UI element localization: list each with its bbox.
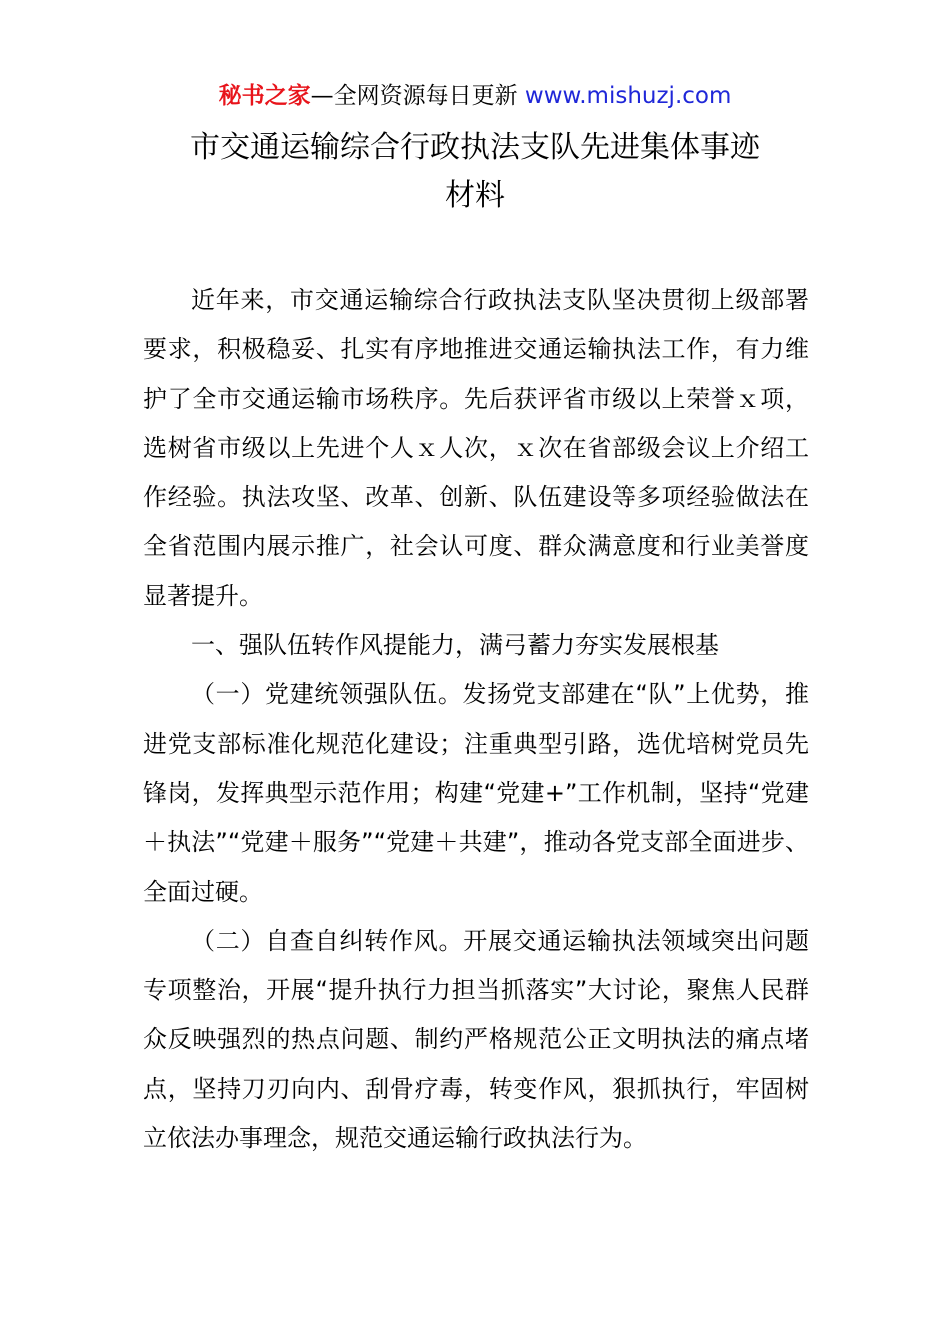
section-1-heading: 一、强队伍转作风提能力，满弓蓄力夯实发展根基	[191, 631, 719, 660]
intro-paragraph: 近年来，市交通运输综合行政执法支队坚决贯彻上级部署要求，积极稳妥、扎实有序地推进交通运输执法工作，有力维护了全市交通运输市场秩序。先后获评省市级以上荣誉ｘ项，选树省市级以上先进个人ｘ人次，ｘ次在省部级会议上介绍工作经验。执法攻坚、改革、创新、队伍建设等多项经验做法在全省范围内展示推广，社会认可度、群众满意度和行业美誉度显著提升。	[143, 286, 809, 610]
site-banner	[0, 80, 950, 112]
title-line-1: 市交通运输综合行政执法支队先进集体事迹	[190, 130, 760, 165]
site-url-link[interactable]: www.mishuzj.com	[524, 83, 732, 109]
document-title	[0, 124, 950, 220]
subsection-1-paragraph: （一）党建统领强队伍。发扬党支部建在“队”上优势，推进党支部标准化规范化建设；注重典型引路，选优培树党员先锋岗，发挥典型示范作用；构建“党建+”工作机制，坚持“党建＋执法”“党建＋服务”“党建＋共建”，推动各党支部全面进步、全面过硬。	[143, 680, 809, 906]
banner-tagline: —全网资源每日更新	[310, 83, 525, 109]
title-line-2: 材料	[445, 178, 505, 213]
document-body	[143, 276, 809, 1163]
brand-name: 秘书之家	[218, 83, 311, 109]
subsection-2-paragraph: （二）自查自纠转作风。开展交通运输执法领域突出问题专项整治，开展“提升执行力担当抓落实”大讨论，聚焦人民群众反映强烈的热点问题、制约严格规范公正文明执法的痛点堵点，坚持刀刃向内、刮骨疗毒，转变作风，狠抓执行，牢固树立依法办事理念，规范交通运输行政执法行为。	[143, 926, 809, 1153]
